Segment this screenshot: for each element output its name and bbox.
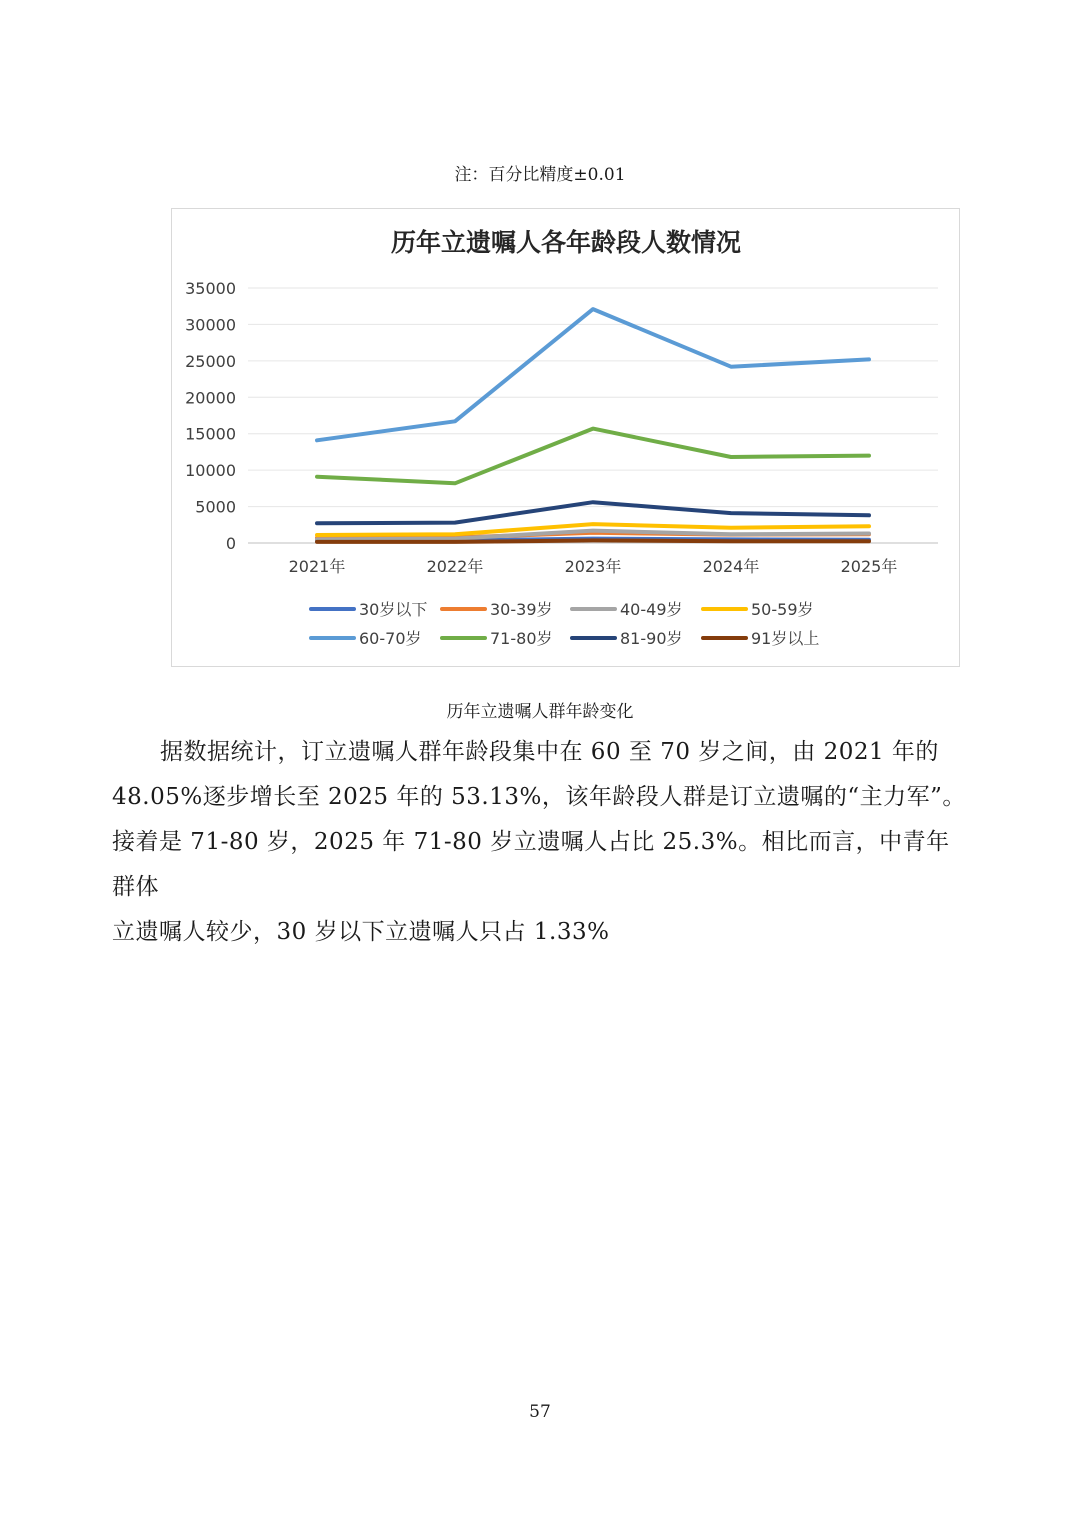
grid-layer [248, 288, 938, 543]
y-tick-label: 5000 [195, 497, 236, 517]
legend-label: 50-59岁 [751, 600, 814, 619]
y-tick-label: 20000 [185, 388, 236, 408]
chart-note: 注：百分比精度±0.01 [454, 165, 626, 185]
series-line [317, 540, 869, 542]
y-tick-label: 35000 [185, 279, 236, 298]
series-line [317, 309, 869, 440]
x-tick-label: 2021年 [288, 557, 346, 576]
y-tick-label: 25000 [185, 351, 236, 371]
x-tick-label: 2025年 [840, 557, 898, 576]
y-tick-label: 10000 [185, 461, 236, 481]
line-chart [171, 208, 960, 667]
legend-label: 40-49岁 [620, 600, 683, 619]
body-paragraph [112, 730, 972, 955]
y-tick-label: 30000 [185, 315, 236, 335]
series-line [317, 502, 869, 523]
x-tick-label: 2024年 [702, 557, 760, 576]
legend-label: 60-70岁 [359, 629, 422, 648]
legend-label: 30岁以下 [359, 600, 428, 619]
x-tick-label: 2023年 [564, 557, 622, 576]
paragraph-line: 48.05%逐步增长至 2025 年的 53.13%，该年龄段人群是订立遗嘱的“主力军”。 [112, 784, 966, 810]
legend-label: 71-80岁 [490, 629, 553, 648]
legend-label: 81-90岁 [620, 629, 683, 648]
legend [311, 600, 819, 648]
legend-label: 30-39岁 [490, 600, 553, 619]
legend-label: 91岁以上 [751, 629, 820, 648]
chart-canvas [172, 209, 961, 668]
chart-title: 历年立遗嘱人各年龄段人数情况 [390, 228, 742, 257]
page-number: 57 [529, 1402, 551, 1422]
axis-layer [185, 279, 897, 576]
figure-caption: 历年立遗嘱人群年龄变化 [446, 702, 634, 722]
paragraph-line: 接着是 71-80 岁，2025 年 71-80 岁立遗嘱人占比 25.3%。相比而言，中青年群体 [112, 829, 950, 900]
y-tick-label: 15000 [185, 424, 236, 444]
y-tick-label: 0 [225, 534, 236, 553]
x-tick-label: 2022年 [426, 557, 484, 576]
paragraph-line: 立遗嘱人较少，30 岁以下立遗嘱人只占 1.33% [112, 919, 610, 945]
series-line [317, 429, 869, 484]
paragraph-line: 据数据统计，订立遗嘱人群年龄段集中在 60 至 70 岁之间，由 2021 年的 [160, 739, 939, 765]
